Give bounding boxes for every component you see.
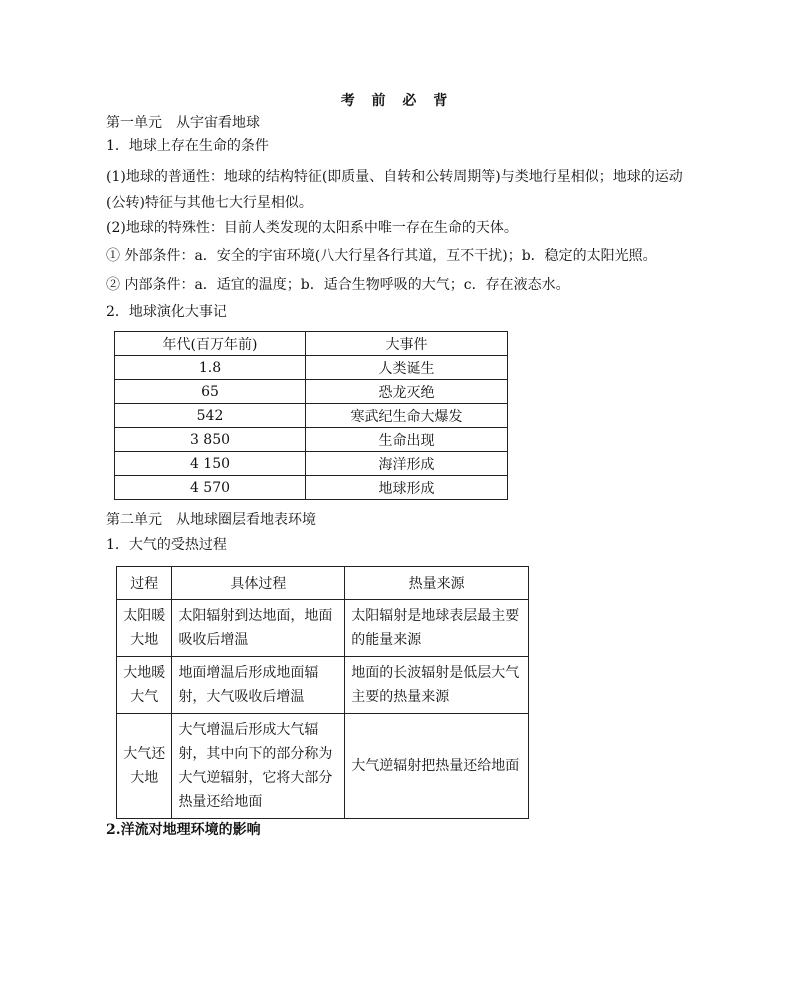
table-cell: 大气增温后形成大气辐射，其中向下的部分称为大气逆辐射，它将大部分热量还给地面	[172, 714, 345, 819]
table-row	[115, 452, 508, 476]
unit1-heading: 第一单元 从宇宙看地球	[106, 115, 260, 131]
table-cell: 地面的长波辐射是低层大气主要的热量来源	[345, 657, 529, 714]
table-cell: 地球形成	[306, 476, 508, 500]
table-row	[117, 657, 529, 714]
table-header-row	[117, 567, 529, 600]
table-header-cell: 年代(百万年前)	[115, 332, 306, 356]
table-row	[117, 600, 529, 657]
table-cell: 542	[115, 404, 306, 428]
table-cell: 4 570	[115, 476, 306, 500]
table-cell: 4 150	[115, 452, 306, 476]
table-header-cell: 过程	[117, 567, 172, 600]
table-header-cell: 热量来源	[345, 567, 529, 600]
unit1-section2-title: 2．地球演化大事记	[106, 304, 227, 320]
table-header-cell: 具体过程	[172, 567, 345, 600]
unit1-paragraph3: ① 外部条件：a．安全的宇宙环境(八大行星各行其道，互不干扰)；b．稳定的太阳光照。	[106, 248, 657, 264]
table-cell: 65	[115, 380, 306, 404]
table-cell: 恐龙灭绝	[306, 380, 508, 404]
table-row	[115, 380, 508, 404]
table-cell: 太阳辐射是地球表层最主要的能量来源	[345, 600, 529, 657]
unit1-paragraph4: ② 内部条件：a．适宜的温度；b．适合生物呼吸的大气；c．存在液态水。	[106, 277, 570, 293]
table-cell: 海洋形成	[306, 452, 508, 476]
table-cell: 寒武纪生命大爆发	[306, 404, 508, 428]
table-row	[115, 356, 508, 380]
table-cell: 3 850	[115, 428, 306, 452]
table-cell: 大气还大地	[117, 714, 172, 819]
table-header-row	[115, 332, 508, 356]
page-title: 考 前 必 背	[340, 93, 454, 109]
earth-evolution-table	[114, 331, 508, 500]
table-cell: 地面增温后形成地面辐射，大气吸收后增温	[172, 657, 345, 714]
atmosphere-heating-table	[116, 566, 529, 819]
table-row	[115, 476, 508, 500]
unit1-paragraph2: (2)地球的特殊性：目前人类发现的太阳系中唯一存在生命的天体。	[106, 220, 518, 236]
table-cell: 1.8	[115, 356, 306, 380]
table-cell: 生命出现	[306, 428, 508, 452]
table-header-cell: 大事件	[306, 332, 508, 356]
unit2-section1-title: 1．大气的受热过程	[106, 537, 227, 553]
table-row	[115, 404, 508, 428]
unit1-section1-title: 1．地球上存在生命的条件	[106, 138, 269, 154]
table-cell: 大气逆辐射把热量还给地面	[345, 714, 529, 819]
unit1-paragraph1: (1)地球的普通性：地球的结构特征(即质量、自转和公转周期等)与类地行星相似；地球的运动(公转)特征与其他七大行星相似。	[106, 169, 683, 211]
table-cell: 大地暖大气	[117, 657, 172, 714]
table-cell: 太阳暖大地	[117, 600, 172, 657]
table-row	[117, 714, 529, 819]
table-row	[115, 428, 508, 452]
table-cell: 太阳辐射到达地面，地面吸收后增温	[172, 600, 345, 657]
table-cell: 人类诞生	[306, 356, 508, 380]
unit2-section2-title: 2.洋流对地理环境的影响	[106, 822, 261, 838]
unit2-heading: 第二单元 从地球圈层看地表环境	[106, 512, 316, 528]
